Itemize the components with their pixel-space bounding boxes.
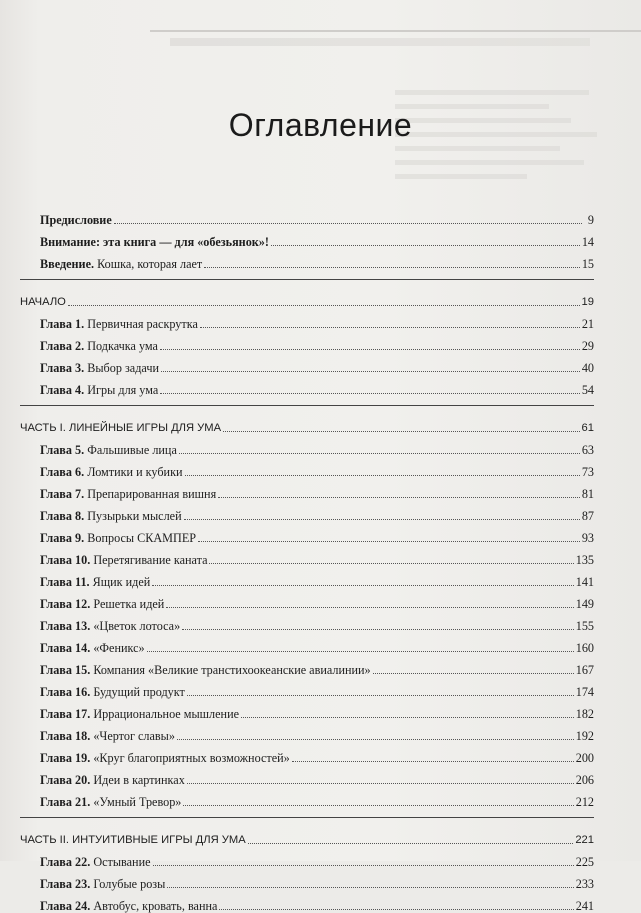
entry-prefix: Глава 17.: [40, 707, 91, 721]
dot-leader: [68, 304, 580, 306]
section-heading: [20, 825, 594, 847]
entry-prefix: Глава 8.: [40, 509, 85, 523]
page-number: 206: [575, 773, 594, 787]
entry-title: Подкачка ума: [84, 339, 158, 353]
bleed-through-rule: [150, 30, 641, 32]
entry-label: [40, 729, 175, 743]
dot-leader: [183, 804, 573, 806]
page-number: 241: [575, 899, 594, 913]
entry-label: [40, 899, 217, 913]
toc-entry: [20, 353, 594, 375]
entry-label: [40, 487, 216, 501]
dot-leader: [248, 842, 574, 844]
entry-label: [40, 383, 158, 397]
entry-title: Кошка, которая лает: [94, 257, 203, 271]
page-number: 149: [575, 597, 594, 611]
entry-label: [40, 685, 185, 699]
entry-label: [40, 235, 269, 249]
section-title: НАЧАЛО: [20, 296, 66, 308]
entry-label: [20, 421, 221, 435]
entry-prefix: Глава 3.: [40, 361, 85, 375]
entry-title: Иррациональное мышление: [90, 707, 239, 721]
dot-leader: [185, 474, 580, 476]
entry-label: [20, 295, 66, 309]
dot-leader: [241, 716, 574, 718]
dot-leader: [187, 782, 574, 784]
entry-title: Ломтики и кубики: [84, 465, 183, 479]
entry-label: [20, 833, 246, 847]
toc-entry: [20, 721, 594, 743]
section-divider: [20, 817, 594, 818]
toc-entry: [20, 847, 594, 869]
dot-leader: [373, 672, 574, 674]
dot-leader: [182, 628, 574, 630]
entry-title: Пузырьки мыслей: [84, 509, 182, 523]
dot-leader: [218, 496, 580, 498]
entry-label: [40, 795, 181, 809]
entry-label: [40, 361, 159, 375]
entry-label: [40, 509, 182, 523]
section-divider: [20, 405, 594, 406]
toc-entry: [20, 589, 594, 611]
entry-title: Будущий продукт: [90, 685, 185, 699]
entry-prefix: Глава 12.: [40, 597, 91, 611]
toc-entry: [20, 457, 594, 479]
page-number: 15: [581, 257, 594, 271]
dot-leader: [160, 348, 580, 350]
entry-label: [40, 707, 239, 721]
page-number: 61: [581, 422, 594, 434]
dot-leader: [152, 584, 573, 586]
entry-title: Автобус, кровать, ванна: [90, 899, 218, 913]
page-title: Оглавление: [228, 107, 413, 144]
entry-title: Вопросы СКАМПЕР: [84, 531, 197, 545]
entry-label: [40, 553, 207, 567]
entry-prefix: Глава 18.: [40, 729, 91, 743]
entry-title: Ящик идей: [89, 575, 151, 589]
toc-entry: [20, 545, 594, 567]
entry-prefix: Глава 22.: [40, 855, 91, 869]
page-number: 174: [575, 685, 594, 699]
entry-label: [40, 597, 164, 611]
dot-leader: [223, 430, 579, 432]
dot-leader: [187, 694, 574, 696]
dot-leader: [200, 326, 580, 328]
entry-title: Игры для ума: [84, 383, 159, 397]
entry-prefix: Глава 2.: [40, 339, 85, 353]
entry-label: [40, 773, 185, 787]
page-number: 192: [575, 729, 594, 743]
section-title: ЧАСТЬ II. ИНТУИТИВНЫЕ ИГРЫ ДЛЯ УМА: [20, 834, 246, 846]
bleed-through-header: [170, 38, 590, 46]
page-number: 14: [581, 235, 594, 249]
entry-title: «Умный Тревор»: [90, 795, 182, 809]
page-number: 200: [575, 751, 594, 765]
entry-prefix: Глава 20.: [40, 773, 91, 787]
toc-entry: [20, 479, 594, 501]
page-number: 141: [575, 575, 594, 589]
dot-leader: [219, 908, 573, 910]
dot-leader: [204, 266, 580, 268]
entry-label: [40, 531, 196, 545]
page-number: 73: [581, 465, 594, 479]
section-heading: [20, 413, 594, 435]
page-number: 225: [575, 855, 594, 869]
entry-title: Препарированная вишня: [84, 487, 217, 501]
entry-title: Остывание: [90, 855, 151, 869]
dot-leader: [160, 392, 580, 394]
toc-entry: [20, 227, 594, 249]
page-number: 87: [581, 509, 594, 523]
page-number: 212: [575, 795, 594, 809]
entry-label: [40, 317, 198, 331]
entry-title: «Круг благоприятных возможностей»: [90, 751, 290, 765]
page-number: 167: [575, 663, 594, 677]
entry-label: [40, 443, 177, 457]
entry-title: Фальшивые лица: [84, 443, 177, 457]
dot-leader: [198, 540, 580, 542]
table-of-contents: [20, 205, 594, 913]
dot-leader: [161, 370, 580, 372]
dot-leader: [184, 518, 580, 520]
dot-leader: [209, 562, 573, 564]
entry-prefix: Введение.: [40, 257, 95, 271]
entry-label: [40, 855, 151, 869]
toc-entry: [20, 375, 594, 397]
entry-prefix: Глава 1.: [40, 317, 85, 331]
entry-prefix: Глава 14.: [40, 641, 91, 655]
toc-entry: [20, 205, 594, 227]
dot-leader: [292, 760, 574, 762]
toc-entry: [20, 309, 594, 331]
toc-entry: [20, 891, 594, 913]
entry-prefix: Глава 10.: [40, 553, 91, 567]
page-number: 155: [575, 619, 594, 633]
page-number: 221: [575, 834, 594, 846]
toc-entry: [20, 699, 594, 721]
entry-prefix: Глава 15.: [40, 663, 91, 677]
page-number: 54: [581, 383, 594, 397]
entry-prefix: Глава 7.: [40, 487, 85, 501]
dot-leader: [271, 244, 580, 246]
entry-title: Перетягивание каната: [90, 553, 208, 567]
entry-label: [40, 257, 202, 271]
entry-prefix: Глава 5.: [40, 443, 85, 457]
entry-label: [40, 213, 112, 227]
entry-prefix: Глава 13.: [40, 619, 91, 633]
entry-prefix: Глава 16.: [40, 685, 91, 699]
entry-prefix: Внимание: эта книга — для «обезьянок»!: [40, 235, 269, 249]
page-number: 63: [581, 443, 594, 457]
dot-leader: [166, 606, 573, 608]
entry-label: [40, 641, 145, 655]
page-number: 9: [587, 213, 594, 227]
entry-title: Идеи в картинках: [90, 773, 185, 787]
toc-entry: [20, 331, 594, 353]
page-number: 29: [581, 339, 594, 353]
toc-entry: [20, 677, 594, 699]
entry-label: [40, 575, 150, 589]
dot-leader: [114, 222, 582, 224]
section-title: ЧАСТЬ I. ЛИНЕЙНЫЕ ИГРЫ ДЛЯ УМА: [20, 422, 222, 434]
toc-entry: [20, 435, 594, 457]
dot-leader: [153, 864, 574, 866]
entry-prefix: Глава 11.: [40, 575, 90, 589]
dot-leader: [177, 738, 574, 740]
entry-prefix: Глава 23.: [40, 877, 91, 891]
entry-label: [40, 619, 180, 633]
entry-title: Компания «Великие транстихоокеанские авиалинии»: [90, 663, 371, 677]
entry-title: Решетка идей: [90, 597, 165, 611]
entry-prefix: Глава 9.: [40, 531, 85, 545]
page-number: 135: [575, 553, 594, 567]
toc-entry: [20, 655, 594, 677]
toc-entry: [20, 249, 594, 271]
page-number: 233: [575, 877, 594, 891]
entry-label: [40, 465, 183, 479]
entry-prefix: Глава 19.: [40, 751, 91, 765]
dot-leader: [179, 452, 580, 454]
entry-title: «Цветок лотоса»: [90, 619, 181, 633]
entry-prefix: Предисловие: [40, 213, 112, 227]
toc-entry: [20, 611, 594, 633]
page-number: 81: [581, 487, 594, 501]
entry-label: [40, 751, 290, 765]
section-divider: [20, 279, 594, 280]
page-number: 182: [575, 707, 594, 721]
toc-entry: [20, 523, 594, 545]
toc-entry: [20, 743, 594, 765]
toc-entry: [20, 567, 594, 589]
page-number: 21: [581, 317, 594, 331]
toc-entry: [20, 633, 594, 655]
entry-prefix: Глава 6.: [40, 465, 85, 479]
entry-title: Выбор задачи: [84, 361, 159, 375]
entry-prefix: Глава 24.: [40, 899, 91, 913]
page-number: 19: [581, 296, 594, 308]
page-number: 160: [575, 641, 594, 655]
entry-title: «Чертог славы»: [90, 729, 175, 743]
toc-entry: [20, 869, 594, 891]
entry-label: [40, 663, 371, 677]
page-number: 40: [581, 361, 594, 375]
page-number: 93: [581, 531, 594, 545]
dot-leader: [147, 650, 574, 652]
entry-label: [40, 877, 165, 891]
dot-leader: [167, 886, 573, 888]
entry-title: Голубые розы: [90, 877, 166, 891]
toc-entry: [20, 501, 594, 523]
entry-prefix: Глава 4.: [40, 383, 85, 397]
entry-title: «Феникс»: [90, 641, 145, 655]
section-heading: [20, 287, 594, 309]
entry-prefix: Глава 21.: [40, 795, 91, 809]
entry-label: [40, 339, 158, 353]
toc-entry: [20, 787, 594, 809]
entry-title: Первичная раскрутка: [84, 317, 198, 331]
toc-entry: [20, 765, 594, 787]
